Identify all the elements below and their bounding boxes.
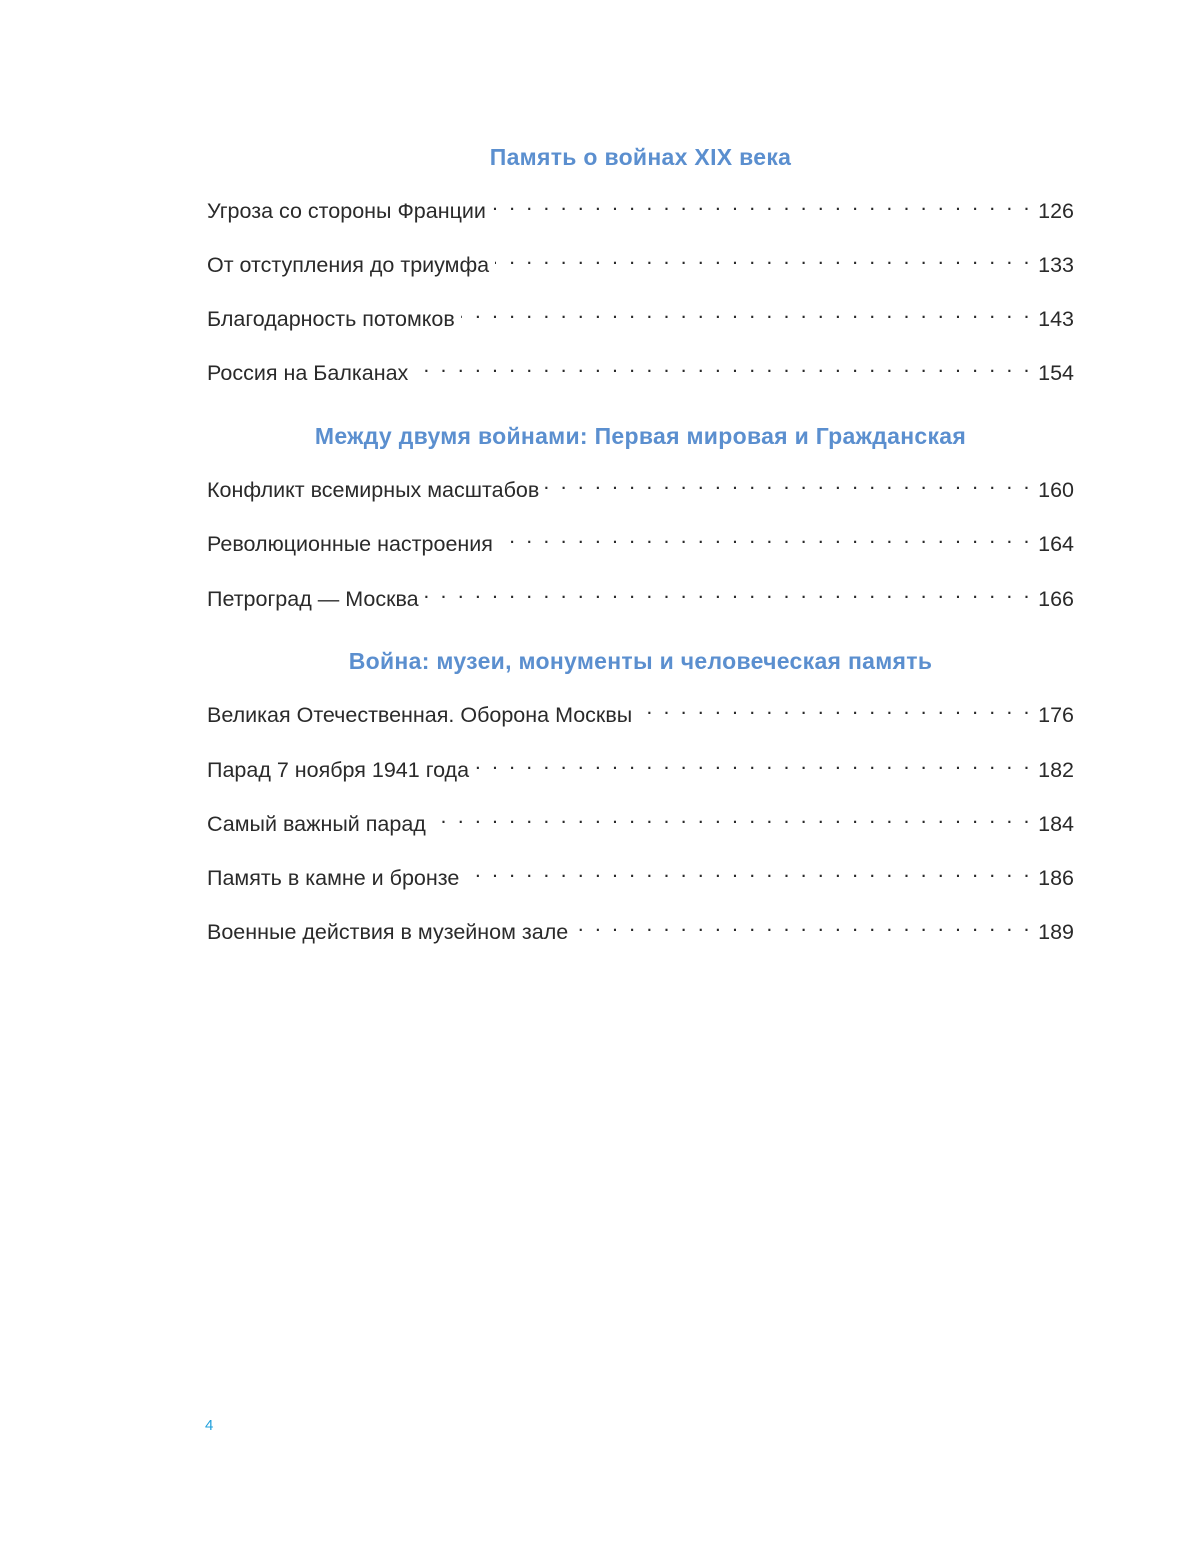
toc-entry-title: Петроград — Москва bbox=[207, 584, 425, 614]
toc-entry-page: 133 bbox=[1032, 250, 1074, 280]
dot-leader bbox=[414, 350, 1032, 380]
dot-leader bbox=[545, 467, 1032, 497]
toc-entry-page: 164 bbox=[1032, 529, 1074, 559]
toc-entry-page: 189 bbox=[1032, 917, 1074, 947]
toc-entry[interactable] bbox=[207, 909, 1074, 944]
dot-leader bbox=[638, 692, 1032, 722]
toc-entry-page: 160 bbox=[1032, 475, 1074, 505]
toc-entry[interactable] bbox=[207, 801, 1074, 836]
section-heading: Память о войнах XIX века bbox=[489, 144, 792, 170]
dot-leader bbox=[492, 188, 1032, 218]
dot-leader bbox=[499, 521, 1032, 551]
dot-leader bbox=[475, 747, 1032, 777]
toc-entry-page: 186 bbox=[1032, 863, 1074, 893]
section-heading: Между двумя войнами: Первая мировая и Гражданская bbox=[314, 423, 967, 449]
toc-entry-page: 143 bbox=[1032, 304, 1074, 334]
toc-entry-title: Самый важный парад bbox=[207, 809, 432, 839]
toc-entry-title: Память в камне и бронзе bbox=[207, 863, 465, 893]
toc-entry[interactable] bbox=[207, 188, 1074, 223]
toc-entry-page: 184 bbox=[1032, 809, 1074, 839]
toc-entry-title: Парад 7 ноября 1941 года bbox=[207, 755, 475, 785]
toc-entry-title: Военные действия в музейном зале bbox=[207, 917, 574, 947]
toc-entry-page: 166 bbox=[1032, 584, 1074, 614]
toc-entry-title: От отступления до триумфа bbox=[207, 250, 495, 280]
toc-entry-title: Россия на Балканах bbox=[207, 358, 414, 388]
dot-leader bbox=[425, 576, 1033, 606]
dot-leader bbox=[432, 801, 1032, 831]
toc-entry[interactable] bbox=[207, 521, 1074, 556]
toc-entry[interactable] bbox=[207, 296, 1074, 331]
toc-entry-title: Угроза со стороны Франции bbox=[207, 196, 492, 226]
toc-entry[interactable] bbox=[207, 747, 1074, 782]
dot-leader bbox=[465, 855, 1032, 885]
toc-entry[interactable] bbox=[207, 576, 1074, 611]
toc-entry-page: 182 bbox=[1032, 755, 1074, 785]
toc-entry-page: 126 bbox=[1032, 196, 1074, 226]
section-heading: Война: музеи, монументы и человеческая память bbox=[348, 648, 933, 674]
dot-leader bbox=[461, 296, 1032, 326]
dot-leader bbox=[495, 242, 1032, 272]
toc-entry-page: 176 bbox=[1032, 700, 1074, 730]
toc-entry[interactable] bbox=[207, 467, 1074, 502]
toc-entry-title: Великая Отечественная. Оборона Москвы bbox=[207, 700, 638, 730]
toc-entry-title: Благодарность потомков bbox=[207, 304, 461, 334]
toc-entry[interactable] bbox=[207, 350, 1074, 385]
toc-entry-title: Конфликт всемирных масштабов bbox=[207, 475, 545, 505]
toc-entry-page: 154 bbox=[1032, 358, 1074, 388]
toc-entry[interactable] bbox=[207, 692, 1074, 727]
toc-entry[interactable] bbox=[207, 242, 1074, 277]
dot-leader bbox=[574, 909, 1032, 939]
toc-entry-title: Революционные настроения bbox=[207, 529, 499, 559]
toc-entry[interactable] bbox=[207, 855, 1074, 890]
page-number: 4 bbox=[205, 1417, 214, 1434]
